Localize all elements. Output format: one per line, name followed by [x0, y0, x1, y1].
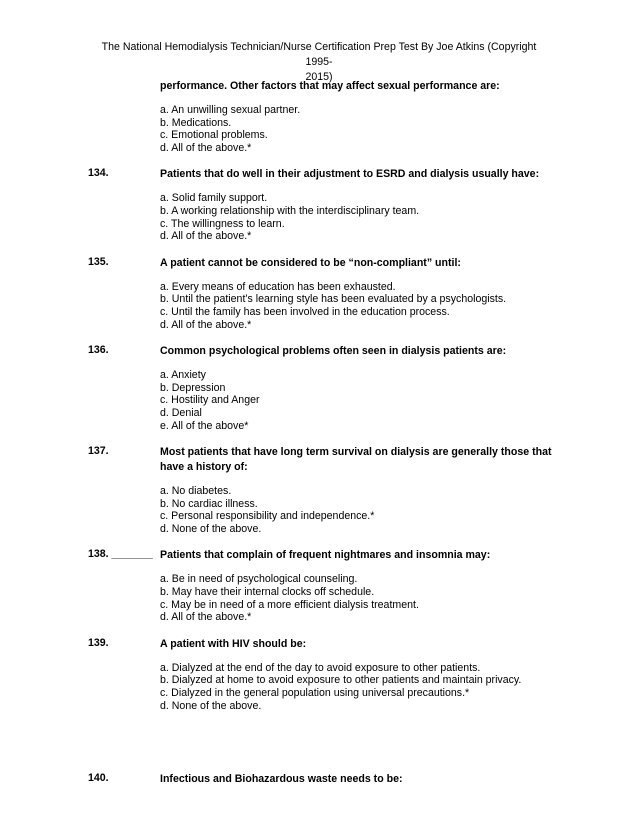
answer-option: d. All of the above.*: [160, 318, 252, 331]
answer-option: d. None of the above.: [160, 699, 262, 712]
answer-option: d. All of the above.*: [160, 230, 252, 243]
header-line-1: The National Hemodialysis Technician/Nurse Certification Prep Test By Joe Atkins (Copyright 1995-: [101, 41, 537, 68]
answer-option: d. None of the above.: [160, 522, 262, 535]
question-text: Common psychological problems often seen in dialysis patients are:: [160, 345, 507, 358]
question-136: [88, 344, 558, 432]
answer-option: b. May have their internal clocks off schedule.: [160, 586, 375, 599]
question-text: Infectious and Biohazardous waste needs to be:: [160, 773, 403, 786]
answer-option: c. May be in need of a more efficient dialysis treatment.: [160, 598, 419, 611]
question-text: A patient cannot be considered to be “non-compliant” until:: [160, 256, 461, 269]
answer-option: d. All of the above.*: [160, 611, 252, 624]
answer-option: c. Until the family has been involved in the education process.: [160, 305, 450, 318]
answer-options: [160, 485, 558, 535]
question-140: [88, 772, 558, 787]
question-text: Most patients that have long term survival on dialysis are generally those that have a history of:: [160, 446, 552, 474]
question-139: [88, 637, 558, 712]
question-138: [88, 548, 558, 623]
answer-options: [160, 192, 558, 242]
answer-options: [160, 662, 558, 712]
answer-option: a. An unwilling sexual partner.: [160, 104, 301, 116]
header-line-2: 2015): [305, 71, 333, 83]
answer-option: c. Dialyzed in the general population using universal precautions.*: [160, 687, 470, 700]
answer-option: a. Be in need of psychological counseling.: [160, 573, 358, 586]
question-135: [88, 256, 558, 331]
question-text: A patient with HIV should be:: [160, 637, 307, 650]
question-text: performance. Other factors that may affect sexual performance are:: [160, 80, 500, 92]
question-text: Patients that complain of frequent nightmares and insomnia may:: [160, 549, 491, 562]
answer-option: b. Until the patient’s learning style has been evaluated by a psychologists.: [160, 293, 507, 306]
answer-option: c. Hostility and Anger: [160, 394, 260, 407]
answer-option: e. All of the above*: [160, 419, 249, 432]
question-content: [88, 79, 558, 787]
question-number: 136.: [88, 344, 109, 357]
question-number: 137.: [88, 445, 109, 458]
answer-option: a. No diabetes.: [160, 485, 232, 498]
answer-option: d. Denial: [160, 406, 202, 419]
answer-options: [160, 104, 558, 154]
answer-option: d. All of the above.*: [160, 141, 252, 154]
answer-option: c. Emotional problems.: [160, 129, 268, 142]
answer-option: a. Solid family support.: [160, 192, 268, 205]
question-134: [88, 167, 558, 242]
answer-option: b. No cardiac illness.: [160, 497, 258, 510]
question-137: [88, 445, 558, 535]
answer-options: [160, 573, 558, 623]
question-number: 135.: [88, 255, 109, 268]
question-number: 140.: [88, 772, 109, 785]
answer-option: b. Dialyzed at home to avoid exposure to other patients and maintain privacy.: [160, 674, 522, 687]
answer-option: a. Every means of education has been exhausted.: [160, 280, 396, 293]
answer-option: c. Personal responsibility and independence.*: [160, 510, 375, 523]
question-text: Patients that do well in their adjustment to ESRD and dialysis usually have:: [160, 168, 540, 181]
answer-options: [160, 281, 558, 331]
answer-option: a. Dialyzed at the end of the day to avoid exposure to other patients.: [160, 661, 481, 674]
answer-option: b. Medications.: [160, 116, 232, 129]
answer-option: a. Anxiety: [160, 369, 206, 382]
question-continuation: [88, 79, 558, 154]
answer-option: b. A working relationship with the interdisciplinary team.: [160, 204, 420, 217]
question-number: 139.: [88, 636, 109, 649]
answer-options: [160, 369, 558, 432]
answer-option: b. Depression: [160, 381, 226, 394]
question-number: 134.: [88, 167, 109, 180]
question-number: 138. _______: [88, 548, 153, 561]
answer-option: c. The willingness to learn.: [160, 217, 285, 230]
